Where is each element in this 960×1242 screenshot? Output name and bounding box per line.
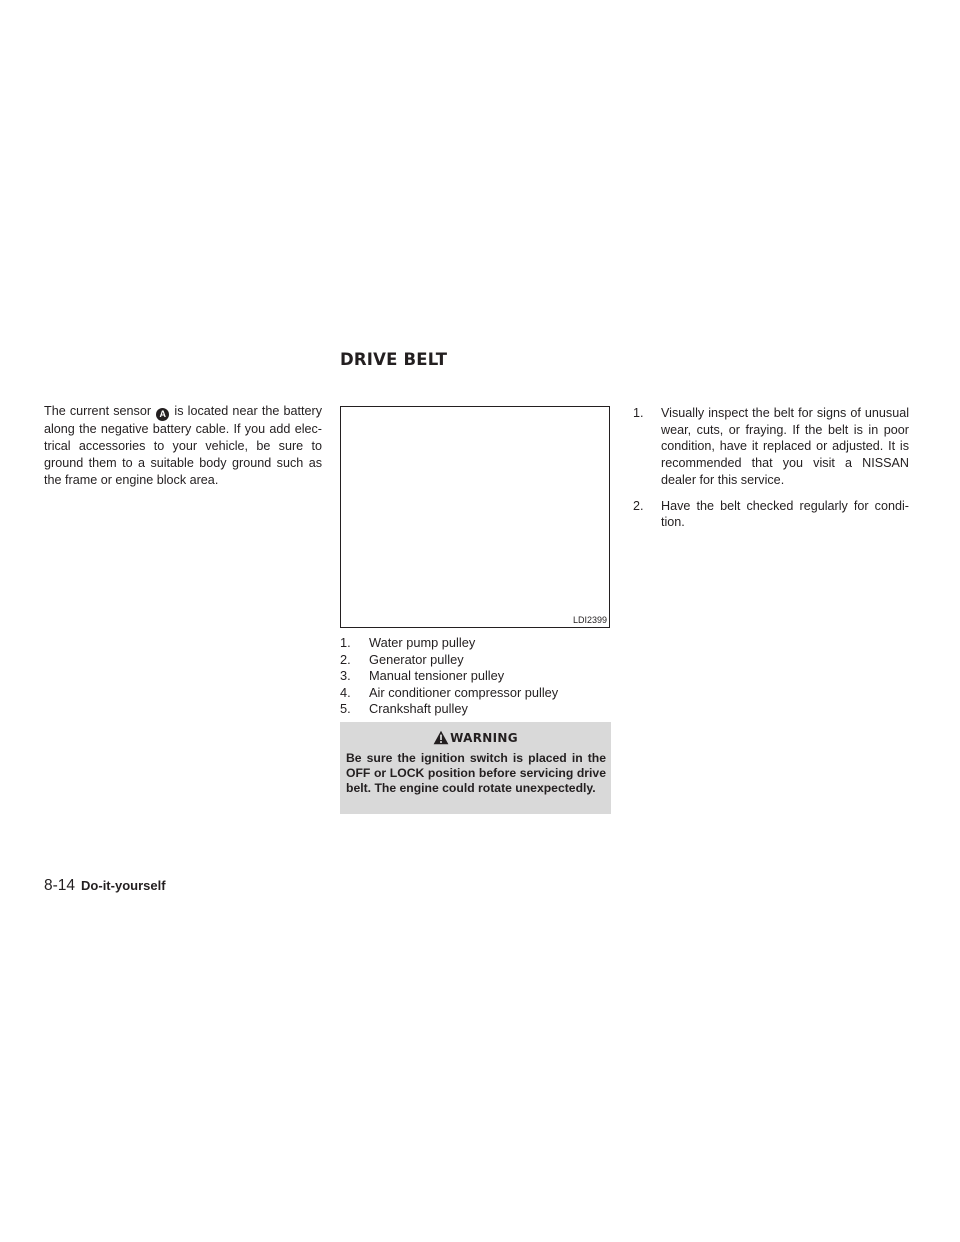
list-item bbox=[340, 685, 612, 702]
pulley-legend-list bbox=[340, 635, 612, 718]
list-item-number: 2. bbox=[340, 651, 351, 667]
step-text: Visually inspect the belt for signs of unusual wear, cuts, or fraying. If the belt is in poor condition, have it replaced or adjusted. It is recommended that you visit a NISSAN dealer for this service. bbox=[661, 406, 909, 487]
list-item-number: 3. bbox=[340, 668, 351, 684]
list-item bbox=[340, 668, 612, 685]
paragraph-text-end: is located near the battery along the negative battery cable. If you add elec-trical accessories to your vehicle, be sure to ground them to a suitable body ground such as the frame or engine block area. bbox=[44, 404, 322, 487]
step-number: 2. bbox=[633, 498, 644, 513]
step-text: Have the belt checked regularly for condi-tion. bbox=[661, 498, 909, 530]
list-item bbox=[340, 701, 612, 718]
list-item bbox=[631, 405, 909, 489]
list-item-number: 5. bbox=[340, 701, 351, 717]
figure-code: LDI2399 bbox=[572, 615, 607, 625]
page-footer bbox=[44, 877, 166, 895]
warning-title: WARNING bbox=[450, 731, 518, 745]
section-heading: DRIVE BELT bbox=[340, 350, 448, 369]
list-item bbox=[631, 498, 909, 531]
list-item bbox=[340, 652, 612, 669]
list-item-label: Crankshaft pulley bbox=[369, 701, 468, 717]
warning-box bbox=[340, 722, 611, 814]
step-number: 1. bbox=[633, 406, 644, 420]
inspection-steps bbox=[631, 405, 909, 540]
current-sensor-paragraph bbox=[44, 403, 322, 489]
page-number: 8-14 bbox=[44, 877, 76, 894]
drive-belt-figure bbox=[340, 406, 610, 628]
list-item-label: Generator pulley bbox=[369, 651, 464, 667]
footer-section-name: Do-it-yourself bbox=[81, 878, 166, 893]
list-item-label: Manual tensioner pulley bbox=[369, 668, 505, 684]
list-item-label: Air conditioner compressor pulley bbox=[369, 684, 559, 700]
paragraph-text-start: The current sensor bbox=[44, 404, 152, 418]
list-item-number: 1. bbox=[340, 635, 351, 650]
list-item-label: Water pump pulley bbox=[369, 635, 476, 650]
warning-text: Be sure the ignition switch is placed in the OFF or LOCK position before servicing drive belt. The engine could rotate unexpectedly. bbox=[346, 751, 606, 796]
warning-heading bbox=[340, 730, 611, 748]
list-item bbox=[340, 635, 612, 652]
callout-marker-a: A bbox=[156, 408, 169, 421]
list-item-number: 4. bbox=[340, 684, 351, 700]
warning-triangle-icon bbox=[433, 730, 449, 748]
